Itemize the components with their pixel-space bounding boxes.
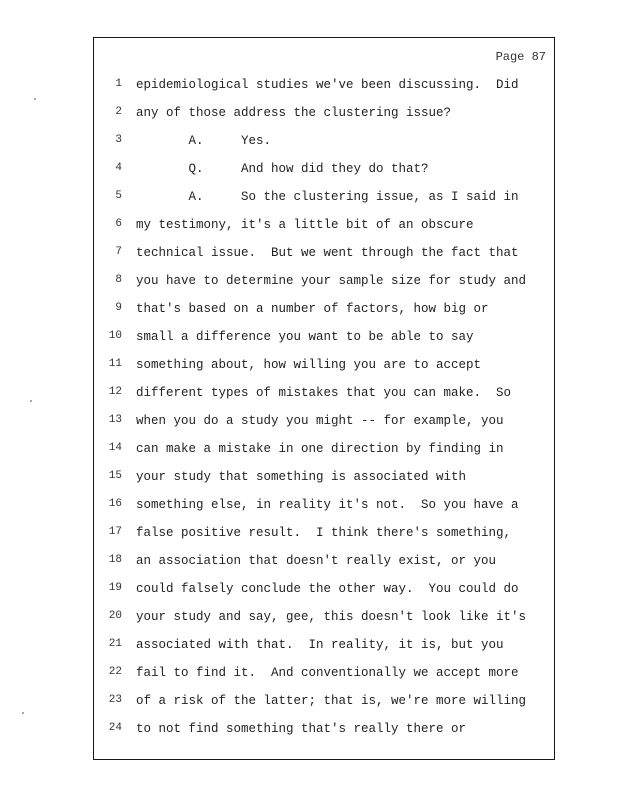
transcript-line [94,498,554,518]
transcript-line [94,358,554,378]
line-text: an association that doesn't really exist, or you [136,554,497,568]
line-text: A. Yes. [136,134,272,148]
transcript-line [94,582,554,602]
transcript-line [94,162,554,182]
transcript-line [94,330,554,350]
line-text: can make a mistake in one direction by finding in [136,442,504,456]
transcript-line [94,302,554,322]
transcript-line [94,218,554,238]
line-number: 20 [108,610,122,622]
transcript-line [94,274,554,294]
transcript-line [94,470,554,490]
line-number: 21 [108,638,122,650]
transcript-line [94,414,554,434]
line-text: small a difference you want to be able to say [136,330,474,344]
line-text: you have to determine your sample size for study and [136,274,527,288]
line-number: 2 [115,106,122,118]
line-number: 10 [108,330,122,342]
line-number: 9 [115,302,122,314]
line-text: different types of mistakes that you can make. So [136,386,512,400]
transcript-line [94,190,554,210]
transcript-line [94,246,554,266]
line-number: 24 [108,722,122,734]
line-number: 14 [108,442,122,454]
line-number: 19 [108,582,122,594]
line-text: technical issue. But we went through the fact that [136,246,519,260]
transcript-lines [94,38,554,759]
line-text: any of those address the clustering issue? [136,106,452,120]
transcript-line [94,694,554,714]
line-number: 23 [108,694,122,706]
line-number: 7 [115,246,122,258]
line-number: 17 [108,526,122,538]
line-number: 5 [115,190,122,202]
line-number: 8 [115,274,122,286]
line-number: 16 [108,498,122,510]
transcript-line [94,106,554,126]
line-text: false positive result. I think there's something, [136,526,512,540]
line-text: your study and say, gee, this doesn't look like it's [136,610,527,624]
transcript-line [94,722,554,742]
line-text: something about, how willing you are to accept [136,358,482,372]
line-text: your study that something is associated with [136,470,467,484]
line-text: Q. And how did they do that? [136,162,429,176]
line-text: fail to find it. And conventionally we accept more [136,666,519,680]
transcript-line [94,134,554,154]
transcript-line [94,638,554,658]
line-number: 18 [108,554,122,566]
transcript-line [94,610,554,630]
line-text: to not find something that's really there or [136,722,467,736]
line-number: 13 [108,414,122,426]
line-number: 22 [108,666,122,678]
line-number: 4 [115,162,122,174]
line-text: A. So the clustering issue, as I said in [136,190,519,204]
line-text: epidemiological studies we've been discussing. Did [136,78,519,92]
transcript-page [93,37,555,760]
line-number: 11 [108,358,122,370]
page-number: Page 87 [495,50,546,64]
line-text: of a risk of the latter; that is, we're more willing [136,694,527,708]
line-text: could falsely conclude the other way. You could do [136,582,519,596]
line-text: something else, in reality it's not. So you have a [136,498,519,512]
transcript-line [94,526,554,546]
transcript-line [94,386,554,406]
scan-speck [22,712,24,714]
line-number: 3 [115,134,122,146]
line-number: 12 [108,386,122,398]
line-number: 6 [115,218,122,230]
scan-speck [34,98,36,100]
transcript-line [94,78,554,98]
line-text: my testimony, it's a little bit of an obscure [136,218,474,232]
line-number: 15 [108,470,122,482]
scan-speck [30,400,32,402]
line-text: that's based on a number of factors, how big or [136,302,489,316]
line-number: 1 [115,78,122,90]
line-text: associated with that. In reality, it is, but you [136,638,504,652]
line-text: when you do a study you might -- for example, you [136,414,504,428]
transcript-line [94,442,554,462]
transcript-line [94,554,554,574]
transcript-line [94,666,554,686]
